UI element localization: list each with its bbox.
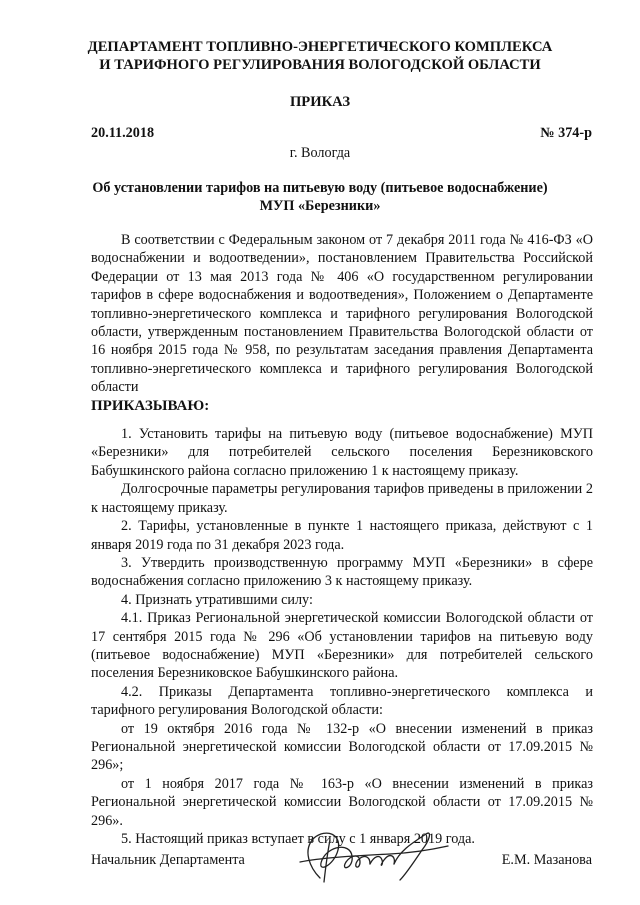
order-word: ПРИКАЗЫВАЮ: — [91, 397, 210, 414]
department-line-2: И ТАРИФНОГО РЕГУЛИРОВАНИЯ ВОЛОГОДСКОЙ ОБЛАСТИ — [99, 57, 541, 73]
signature-name: Е.М. Мазанова — [501, 852, 592, 868]
document-type: ПРИКАЗ — [289, 94, 351, 110]
order-body — [91, 231, 593, 848]
preamble-paragraph: В соответствии с Федеральным законом от 7 декабря 2011 года № 416-ФЗ «О водоснабжении и водоотведении», постановлением Правительства Российской Федерации от 13 мая 2013 года № 406 «О государственном регулировании тарифов в сфере водоснабжения и водоотведения», Положением о Департаменте топливно-энергетического комплекса и тарифного регулирования Вологодской области, утвержденным постановлением Правительства Вологодской области от 16 ноября 2015 года № 958, по результатам заседания правления Департамента топливно-энергетического комплекса и тарифного регулирования Вологодской области — [91, 232, 593, 396]
signature-title: Начальник Департамента — [91, 852, 245, 868]
order-city: г. Вологда — [289, 145, 351, 161]
paragraph-4-2: 4.2. Приказы Департамента топливно-энергетического комплекса и тарифного регулирования Вологодской области: — [91, 683, 593, 719]
order-date: 20.11.2018 — [91, 125, 155, 141]
order-number: № 374-р — [540, 125, 592, 141]
paragraph-5: 5. Настоящий приказ вступает в силу с 1 января 2019 года. — [121, 831, 475, 847]
paragraph-4-2-a: от 19 октября 2016 года № 132-р «О внесении изменений в приказ Региональной энергетической комиссии Вологодской области от 17.09.2015 № 296»; — [91, 720, 593, 774]
handwritten-signature — [280, 820, 460, 890]
department-header — [70, 38, 570, 74]
paragraph-1-params: Долгосрочные параметры регулирования тарифов приведены в приложении 2 к настоящему приказу. — [91, 481, 593, 516]
paragraph-1: 1. Установить тарифы на питьевую воду (питьевое водоснабжение) МУП «Березники» для потребителей сельского поселения Березниковского Бабушкинского района согласно приложению 1 к настоящему приказу. — [91, 426, 593, 479]
subject-line-1: Об установлении тарифов на питьевую воду (питьевое водоснабжение) — [92, 180, 548, 196]
subject-line-2: МУП «Березники» — [259, 198, 381, 214]
paragraph-2: 2. Тарифы, установленные в пункте 1 настоящего приказа, действуют с 1 января 2019 года по 31 декабря 2023 года. — [91, 518, 593, 553]
department-line-1: ДЕПАРТАМЕНТ ТОПЛИВНО-ЭНЕРГЕТИЧЕСКОГО КОМПЛЕКСА — [87, 39, 553, 55]
order-subject — [70, 179, 570, 215]
paragraph-4-2-b: от 1 ноября 2017 года № 163-р «О внесении изменений в приказ Региональной энергетической комиссии Вологодской области от 17.09.2015 № 296». — [91, 775, 593, 829]
paragraph-3: 3. Утвердить производственную программу МУП «Березники» в сфере водоснабжения согласно приложению 3 к настоящему приказу. — [91, 554, 593, 590]
paragraph-4: 4. Признать утратившими силу: — [121, 591, 313, 608]
paragraph-4-1: 4.1. Приказ Региональной энергетической комиссии Вологодской области от 17 сентября 2015 года № 296 «Об установлении тарифов на питьевую воду (питьевое водоснабжение) МУП «Березники» для потребителей сельского поселения Березниковское Бабушкинского района. — [91, 610, 593, 682]
